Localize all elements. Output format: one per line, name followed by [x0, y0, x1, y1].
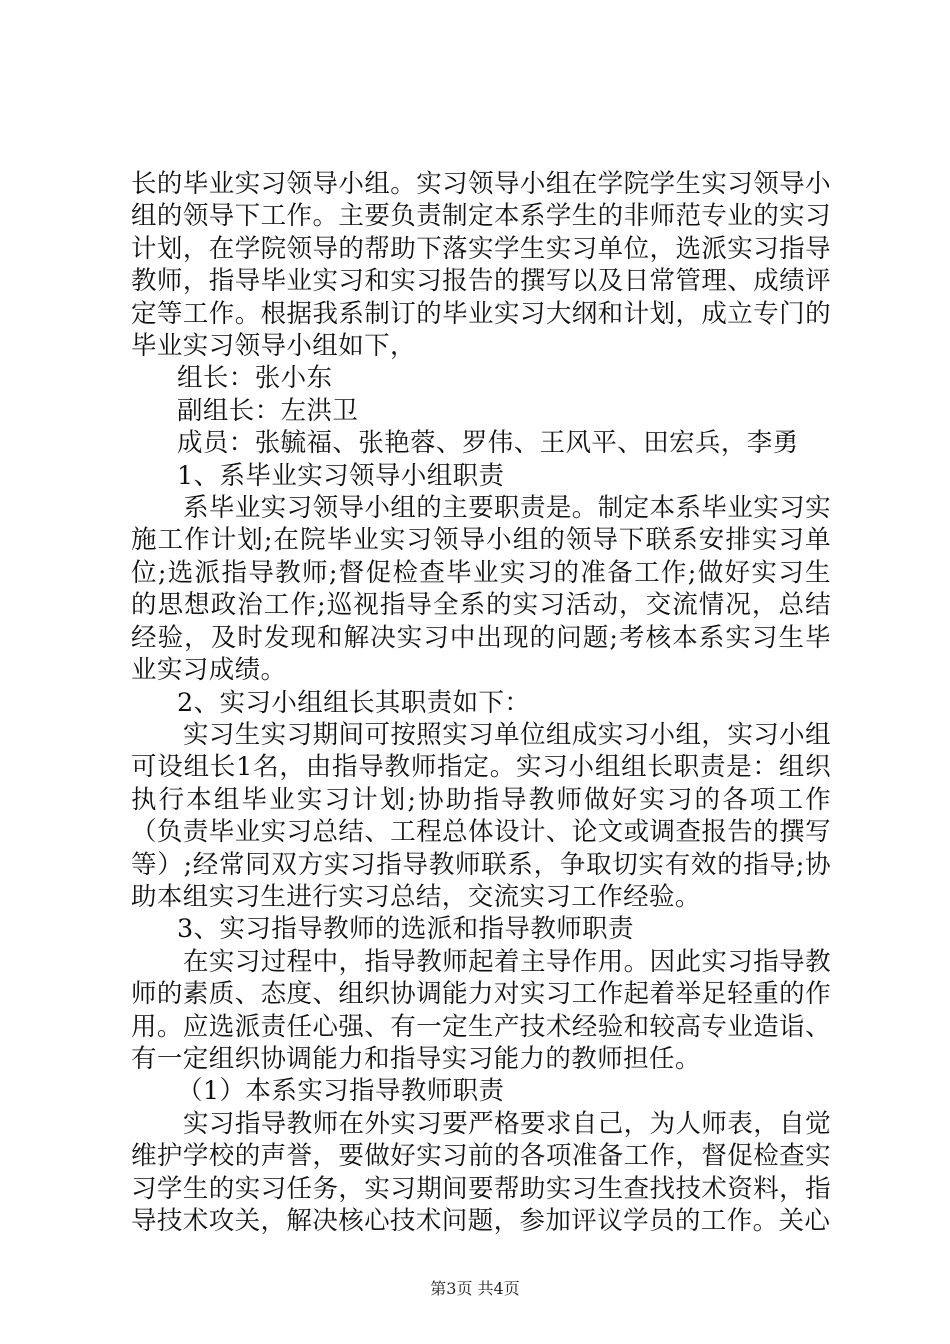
document-body [131, 168, 831, 1237]
paragraph-subsection-1: 实习指导教师在外实习要严格要求自己，为人师表，自觉维护学校的声誉，要做好实习前的各项准备工作，督促检查实习学生的实习任务，实习期间要帮助实习生查找技术资料，指导技术攻关，解决核心技术问题，参加评议学员的工作。关心 [131, 1108, 831, 1236]
paragraph-deputy-leader: 副组长：左洪卫 [177, 395, 359, 426]
heading-section-3: 3、实习指导教师的选派和指导教师职责 [177, 914, 634, 945]
paragraph-section-1: 系毕业实习领导小组的主要职责是。制定本系毕业实习实施工作计划;在院毕业实习领导小组的领导下联系安排实习单位;选派指导教师;督促检查毕业实习的准备工作;做好实习生的思想政治工作;巡视指导全系的实习活动，交流情况，总结经验，及时发现和解决实习中出现的问题;考核本系实习生毕业实习成绩。 [131, 493, 831, 686]
heading-subsection-1: （1）本系实习指导教师职责 [177, 1076, 505, 1107]
paragraph-section-3: 在实习过程中，指导教师起着主导作用。因此实习指导教师的素质、态度、组织协调能力对实习工作起着举足轻重的作用。应选派责任心强、有一定生产技术经验和较高专业造诣、有一定组织协调能力和指导实习能力的教师担任。 [131, 946, 831, 1074]
heading-section-1: 1、系毕业实习领导小组职责 [177, 460, 505, 491]
heading-section-2: 2、实习小组组长其职责如下： [177, 687, 531, 718]
paragraph-section-2: 实习生实习期间可按照实习单位组成实习小组，实习小组可设组长1名，由指导教师指定。实习小组组长职责是：组织执行本组毕业实习计划;协助指导教师做好实习的各项工作（负责毕业实习总结、工程总体设计、论文或调查报告的撰写等）;经常同双方实习指导教师联系，争取切实有效的指导;协助本组实习生进行实习总结，交流实习工作经验。 [131, 719, 831, 912]
paragraph-leader: 组长：张小东 [177, 363, 333, 394]
paragraph-intro: 长的毕业实习领导小组。实习领导小组在学院学生实习领导小组的领导下工作。主要负责制定本系学生的非师范专业的实习计划，在学院领导的帮助下落实学生实习单位，选派实习指导教师，指导毕业实习和实习报告的撰写以及日常管理、成绩评定等工作。根据我系制订的毕业实习大纲和计划，成立专门的毕业实习领导小组如下， [131, 169, 831, 362]
page-footer: 第3页 共4页 [430, 1279, 520, 1298]
paragraph-members: 成员：张毓福、张艳蓉、罗伟、王风平、田宏兵，李勇 [177, 428, 799, 459]
